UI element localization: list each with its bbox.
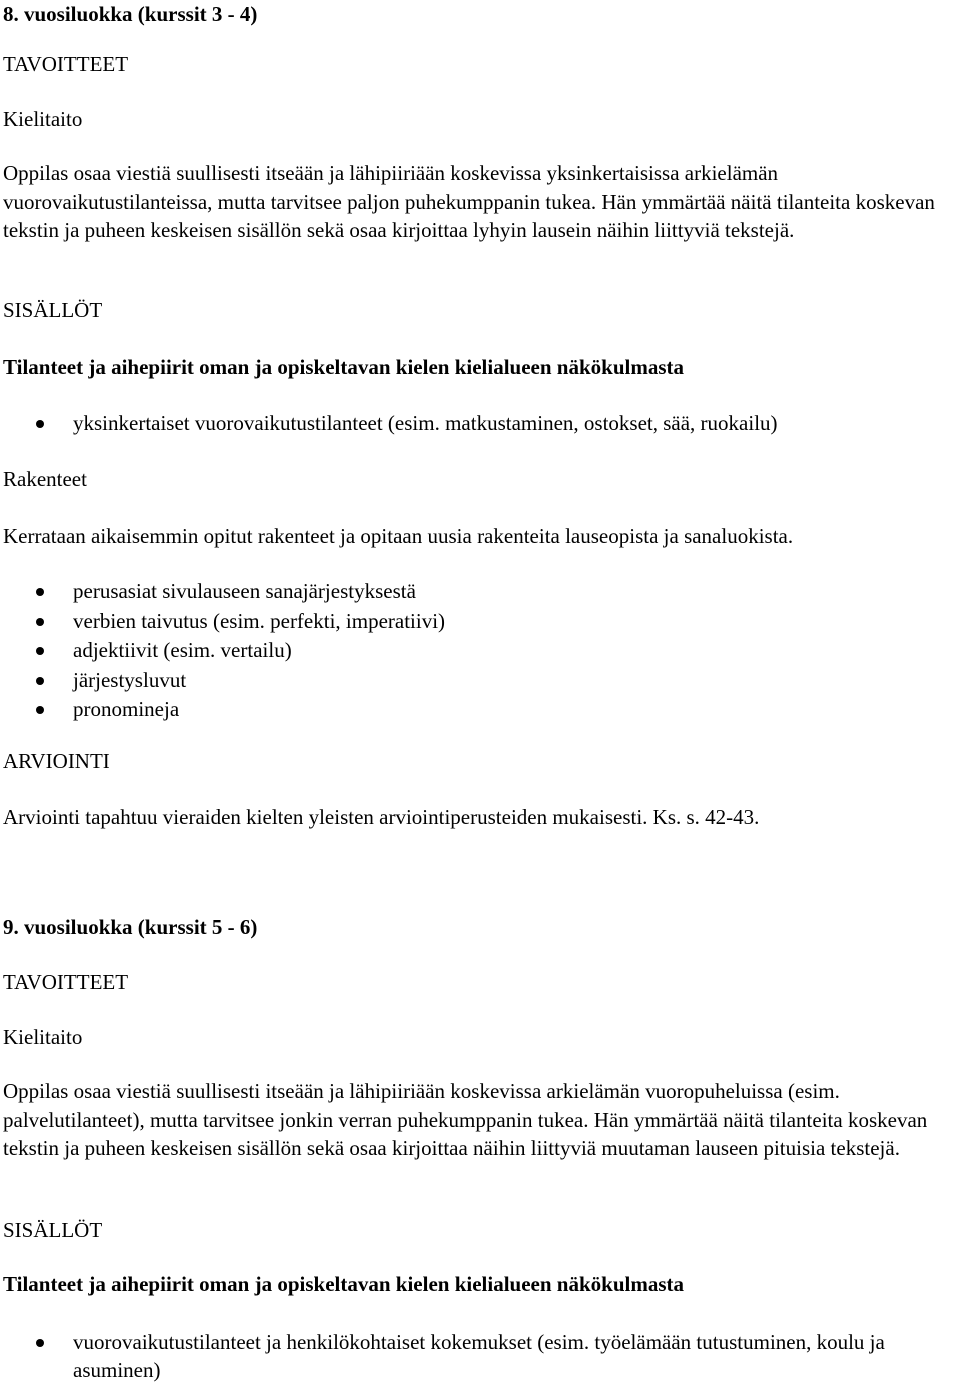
list-item-text: vuorovaikutustilanteet ja henkilökohtaiset kokemukset (esim. työelämään tutustuminen, koulu ja asuminen) [73,1330,885,1382]
structures-list [0,577,445,725]
tavoitteet-heading: TAVOITTEET [3,970,129,994]
bullet-icon [36,1339,44,1347]
tavoitteet-heading: TAVOITTEET [3,52,129,76]
bullet-icon [36,618,44,626]
list-item [0,636,445,666]
topics-heading: Tilanteet ja aihepiirit oman ja opiskeltavan kielen kielialueen näkökulmasta [3,355,685,379]
bullet-icon [36,677,44,685]
goal-paragraph: Oppilas osaa viestiä suullisesti itseään ja lähipiiriään koskevissa yksinkertaisissa arkielämän vuorovaikutustilanteissa, mutta tarvitsee paljon puhekumppanin tukea. Hän ymmärtää näitä tilanteita koskevan tekstin ja puheen keskeisen sisällön sekä osaa kirjoittaa lyhyin lausein näihin liittyviä tekstejä. [3,161,935,242]
list-item-text: pronomineja [73,697,180,721]
assessment-text: Arviointi tapahtuu vieraiden kielten yleisten arviointiperusteiden mukaisesti. Ks. s. 42-43. [3,805,760,829]
section-8-heading: 8. vuosiluokka (kurssit 3 - 4) [3,2,258,26]
section-9-heading: 9. vuosiluokka (kurssit 5 - 6) [3,915,258,939]
bullet-icon [36,706,44,714]
bullet-icon [36,588,44,596]
list-item-text: adjektiivit (esim. vertailu) [73,638,292,662]
sisallot-heading: SISÄLLÖT [3,298,103,322]
list-item-text: järjestysluvut [73,667,187,692]
list-item [0,607,445,637]
list-item-text: yksinkertaiset vuorovaikutustilanteet (esim. matkustaminen, ostokset, sää, ruokailu) [73,411,778,435]
kielitaito-heading: Kielitaito [3,1025,83,1049]
rakenteet-heading: Rakenteet [3,467,87,491]
topics-list [0,1328,933,1384]
list-item-text: perusasiat sivulauseen sanajärjestyksestä [73,579,416,603]
kielitaito-heading: Kielitaito [3,107,83,131]
list-item [0,1328,933,1384]
structures-paragraph: Kerrataan aikaisemmin opitut rakenteet ja opitaan uusia rakenteita lauseopista ja sanaluokista. [3,524,794,548]
list-item [0,666,445,696]
bullet-icon [36,647,44,655]
arviointi-heading: ARVIOINTI [3,749,110,773]
sisallot-heading: SISÄLLÖT [3,1218,103,1242]
list-item [0,695,445,725]
list-item [0,409,778,439]
bullet-icon [36,420,44,428]
topics-heading: Tilanteet ja aihepiirit oman ja opiskeltavan kielen kielialueen näkökulmasta [3,1272,685,1296]
list-item [0,577,445,607]
list-item-text: verbien taivutus (esim. perfekti, imperatiivi) [73,608,446,633]
goal-paragraph: Oppilas osaa viestiä suullisesti itseään ja lähipiiriään koskevissa arkielämän vuoropuheluissa (esim. palvelutilanteet), mutta tarvitsee jonkin verran puhekumppanin tukea. Hän ymmärtää näitä tilanteita koskevan tekstin ja puheen keskeisen sisällön sekä osaa kirjoittaa näihin liittyviä muutaman lauseen pituisia tekstejä. [3,1079,928,1160]
topics-list [0,409,778,439]
